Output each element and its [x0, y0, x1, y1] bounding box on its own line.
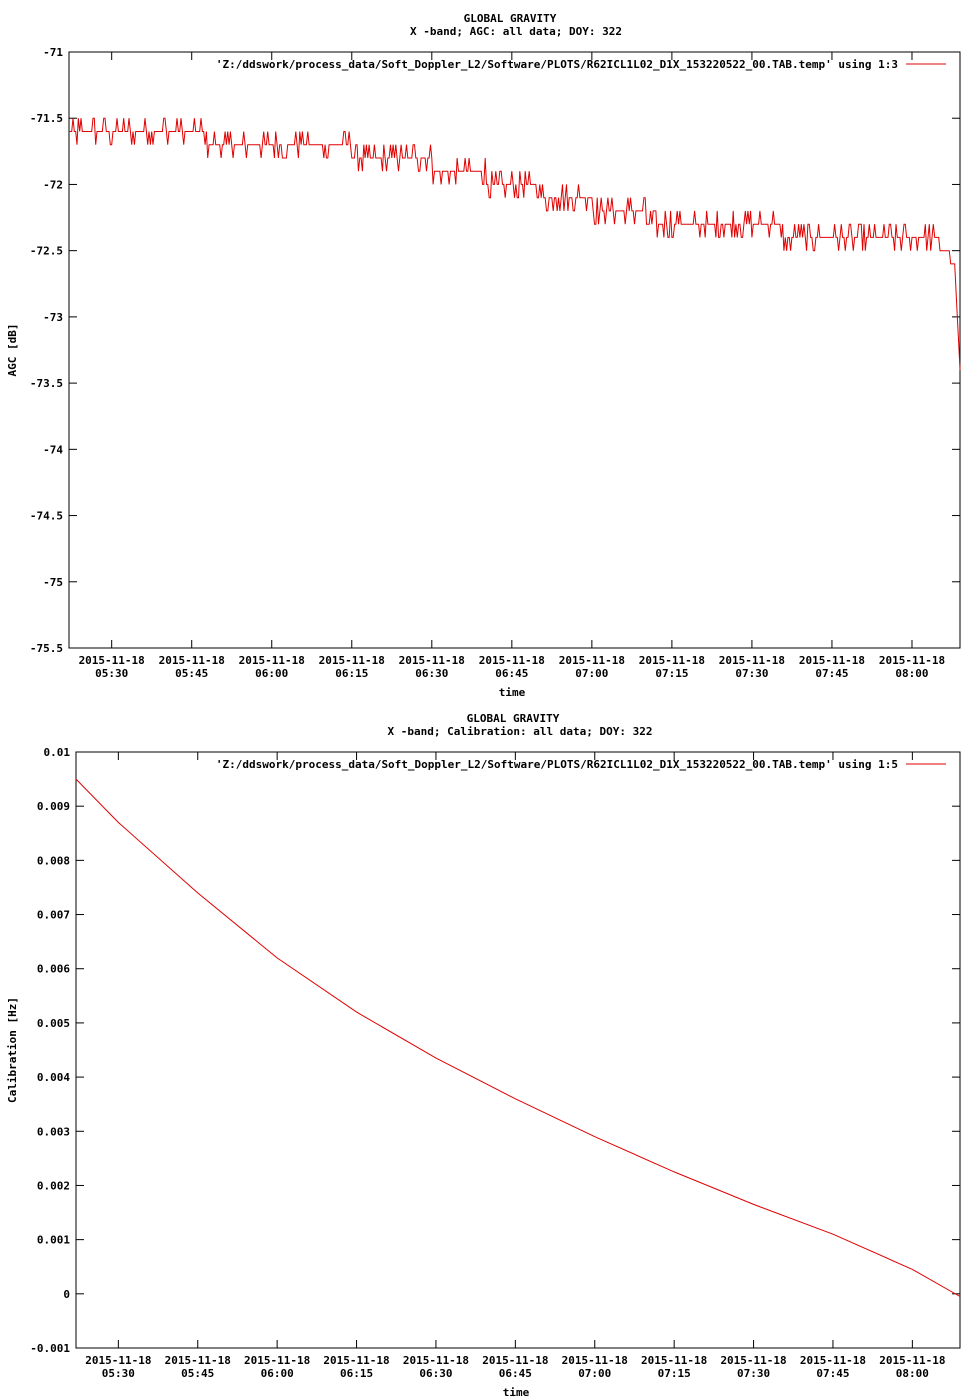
- y-tick-label: 0.001: [36, 1233, 70, 1247]
- x-tick-label-date: 2015-11-18: [718, 654, 786, 667]
- x-tick-label-date: 2015-11-18: [878, 654, 946, 667]
- x-tick-label-date: 2015-11-18: [402, 1354, 470, 1367]
- y-tick-label: -0.001: [30, 1342, 70, 1355]
- y-tick-label: 0.009: [36, 800, 70, 814]
- chart-title: GLOBAL GRAVITY: [463, 12, 557, 25]
- y-tick-label: -71.5: [29, 112, 63, 126]
- x-tick-label-date: 2015-11-18: [244, 1354, 311, 1367]
- calibration-chart: [0, 700, 980, 1400]
- agc-series-line: [69, 118, 960, 370]
- y-tick-label: 0: [63, 1287, 70, 1301]
- legend-entry: 'Z:/ddswork/process_data/Soft_Doppler_L2/Software/PLOTS/R62ICL1L02_D1X_153220522_00.TAB.temp' using 1:5: [215, 758, 898, 771]
- y-tick-label: 0.006: [36, 962, 70, 976]
- y-tick-label: -72: [43, 178, 63, 192]
- x-tick-label-date: 2015-11-18: [638, 654, 706, 667]
- x-tick-label-time: 07:00: [575, 667, 609, 680]
- y-tick-label: -73: [43, 310, 63, 324]
- x-tick-label-time: 05:30: [95, 667, 129, 680]
- y-tick-label: 0.008: [36, 854, 70, 868]
- x-tick-label-date: 2015-11-18: [720, 1354, 787, 1367]
- legend-entry: 'Z:/ddswork/process_data/Soft_Doppler_L2/Software/PLOTS/R62ICL1L02_D1X_153220522_00.TAB.temp' using 1:3: [215, 58, 898, 71]
- calibration-series-line: [76, 779, 960, 1296]
- x-tick-label-time: 07:45: [816, 1367, 850, 1380]
- chart-title: GLOBAL GRAVITY: [466, 712, 560, 725]
- y-axis-label: AGC [dB]: [6, 323, 19, 377]
- x-ticks: [85, 752, 945, 1380]
- x-tick-label-time: 05:45: [181, 1367, 215, 1380]
- x-tick-label-time: 06:00: [255, 667, 289, 680]
- x-axis-label: time: [502, 1386, 530, 1399]
- y-tick-label: -75.5: [29, 642, 63, 655]
- x-tick-label-time: 06:30: [415, 667, 449, 680]
- x-tick-label-time: 05:45: [175, 667, 209, 680]
- x-tick-label-time: 07:15: [655, 667, 689, 680]
- x-tick-label-date: 2015-11-18: [85, 1354, 152, 1367]
- x-tick-label-time: 07:30: [735, 667, 769, 680]
- x-tick-label-time: 06:15: [339, 1367, 374, 1380]
- x-tick-label-date: 2015-11-18: [561, 1354, 628, 1367]
- x-tick-label-time: 06:45: [495, 667, 529, 680]
- y-tick-label: 0.003: [36, 1125, 70, 1139]
- x-tick-label-time: 06:30: [419, 1367, 453, 1380]
- x-tick-label-time: 06:45: [498, 1367, 532, 1380]
- x-tick-label-time: 07:00: [578, 1367, 612, 1380]
- chart-subtitle: X -band; Calibration: all data; DOY: 322: [387, 725, 653, 738]
- y-tick-label: -71: [43, 46, 63, 59]
- x-tick-label-time: 06:15: [335, 667, 369, 680]
- x-tick-label-date: 2015-11-18: [318, 654, 385, 667]
- y-tick-label: 0.007: [36, 908, 70, 922]
- y-tick-label: -74.5: [29, 509, 63, 523]
- x-tick-label-time: 06:00: [260, 1367, 294, 1380]
- x-tick-label-time: 07:30: [736, 1367, 771, 1380]
- y-tick-label: -75: [43, 575, 63, 589]
- x-tick-label-time: 07:45: [815, 667, 849, 680]
- y-tick-label: 0.005: [36, 1016, 70, 1030]
- x-axis-label: time: [498, 686, 526, 699]
- x-tick-label-date: 2015-11-18: [78, 654, 145, 667]
- x-tick-label-date: 2015-11-18: [398, 654, 465, 667]
- y-ticks: [30, 46, 960, 655]
- x-tick-label-time: 05:30: [101, 1367, 135, 1380]
- x-tick-label-date: 2015-11-18: [799, 1354, 867, 1367]
- y-tick-label: -74: [43, 443, 63, 457]
- plot-frame: [76, 752, 960, 1348]
- y-tick-label: 0.002: [36, 1179, 70, 1193]
- x-tick-label-date: 2015-11-18: [238, 654, 305, 667]
- x-tick-label-date: 2015-11-18: [164, 1354, 231, 1367]
- y-tick-label: 0.004: [36, 1071, 70, 1085]
- x-tick-label-date: 2015-11-18: [558, 654, 625, 667]
- y-tick-label: -73.5: [29, 377, 63, 391]
- x-tick-label-date: 2015-11-18: [641, 1354, 708, 1367]
- x-tick-label-date: 2015-11-18: [482, 1354, 549, 1367]
- plot-frame: [69, 52, 960, 648]
- x-tick-label-time: 08:00: [895, 1367, 929, 1380]
- x-tick-label-date: 2015-11-18: [879, 1354, 946, 1367]
- x-tick-label-time: 08:00: [895, 667, 929, 680]
- chart-subtitle: X -band; AGC: all data; DOY: 322: [410, 25, 622, 38]
- x-tick-label-date: 2015-11-18: [323, 1354, 390, 1367]
- x-tick-label-date: 2015-11-18: [158, 654, 225, 667]
- x-tick-label-date: 2015-11-18: [478, 654, 545, 667]
- y-tick-label: 0.01: [43, 746, 70, 759]
- y-axis-label: Calibration [Hz]: [6, 997, 19, 1103]
- y-ticks: [30, 746, 960, 1355]
- y-tick-label: -72.5: [29, 244, 63, 258]
- x-tick-label-date: 2015-11-18: [798, 654, 866, 667]
- x-tick-label-time: 07:15: [657, 1367, 691, 1380]
